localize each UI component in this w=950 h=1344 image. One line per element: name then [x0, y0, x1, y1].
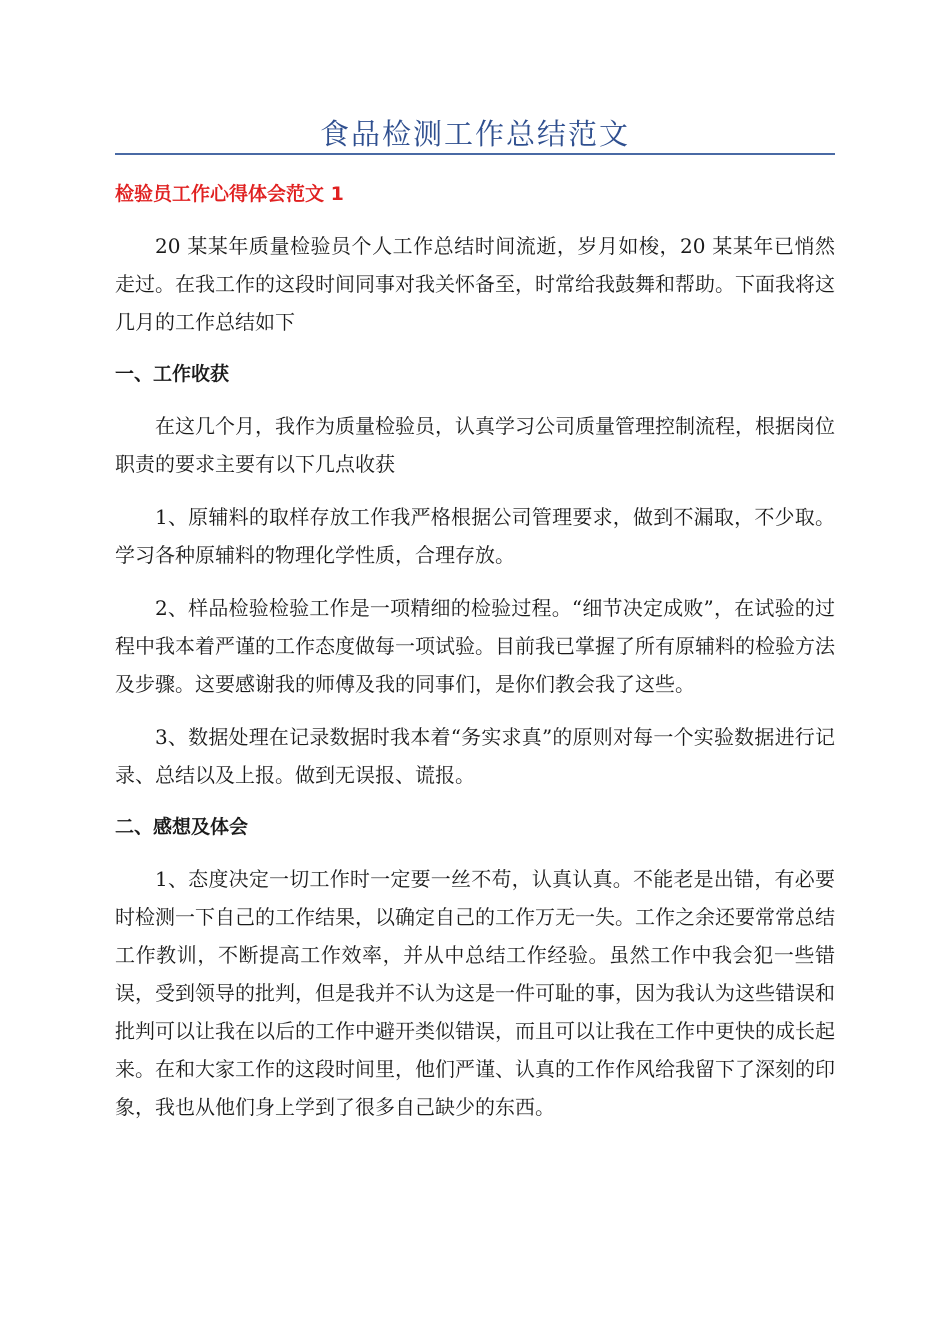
paragraph: 1、态度决定一切工作时一定要一丝不苟，认真认真。不能老是出错，有必要时检测一下自己的工作结果，以确定自己的工作万无一失。工作之余还要常常总结工作教训，不断提高工作效率，并从中总结工作经验。虽然工作中我会犯一些错误，受到领导的批判，但是我并不认为这是一件可耻的事，因为我认为这些错误和批判可以让我在以后的工作中避开类似错误，而且可以让我在工作中更快的成长起来。在和大家工作的这段时间里，他们严谨、认真的工作作风给我留下了深刻的印象，我也从他们身上学到了很多自己缺少的东西。	[115, 867, 835, 1119]
section-subtitle: 检验员工作心得体会范文 1	[115, 183, 344, 205]
section-heading-work-gains: 一、工作收获	[115, 363, 230, 385]
paragraph: 2、样品检验检验工作是一项精细的检验过程。“细节决定成败”，在试验的过程中我本着严谨的工作态度做每一项试验。目前我已掌握了所有原辅料的检验方法及步骤。这要感谢我的师傅及我的同事们，是你们教会我了这些。	[115, 596, 835, 696]
paragraph: 3、数据处理在记录数据时我本着“务实求真”的原则对每一个实验数据进行记录、总结以及上报。做到无误报、谎报。	[115, 725, 835, 787]
intro-paragraph: 20 某某年质量检验员个人工作总结时间流逝，岁月如梭，20 某某年已悄然走过。在我工作的这段时间同事对我关怀备至，时常给我鼓舞和帮助。下面我将这几月的工作总结如下	[115, 234, 835, 334]
document-body	[115, 176, 835, 1141]
title-divider	[115, 153, 835, 155]
section-heading-reflections: 二、感想及体会	[115, 816, 249, 838]
paragraph: 在这几个月，我作为质量检验员，认真学习公司质量管理控制流程，根据岗位职责的要求主要有以下几点收获	[115, 414, 835, 476]
document-title: 食品检测工作总结范文	[319, 117, 630, 151]
paragraph: 1、原辅料的取样存放工作我严格根据公司管理要求，做到不漏取，不少取。学习各种原辅料的物理化学性质，合理存放。	[115, 505, 835, 567]
